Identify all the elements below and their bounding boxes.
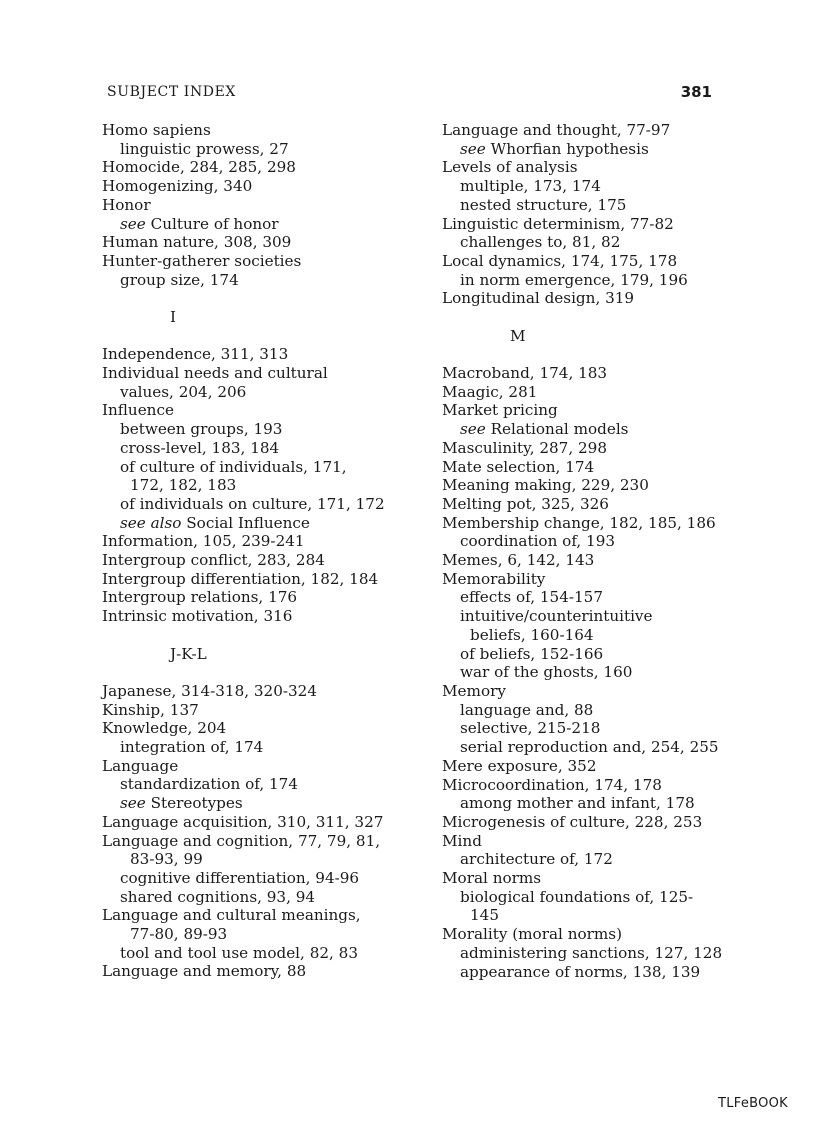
entry-text: Intrinsic motivation, 316 <box>102 607 293 626</box>
index-subentry <box>442 588 752 607</box>
index-subentry <box>442 420 752 439</box>
page-number: 381 <box>680 83 712 101</box>
see-reference-label: see <box>460 420 486 439</box>
index-entry <box>102 121 422 140</box>
entry-text: multiple, 173, 174 <box>460 177 601 196</box>
entry-text: of individuals on culture, 171, 172 <box>120 494 385 513</box>
section-letter-heading: M <box>510 327 526 346</box>
entry-text: Stereotypes <box>150 794 243 813</box>
index-subentry <box>102 476 422 495</box>
entry-text: Language and cognition, 77, 79, 81, <box>102 831 381 850</box>
index-subentry <box>442 719 752 738</box>
index-entry <box>102 832 422 851</box>
index-entry <box>442 458 752 477</box>
entry-text: Intergroup differentiation, 182, 184 <box>102 569 379 588</box>
index-subentry <box>102 738 422 757</box>
entry-text: cognitive differentiation, 94-96 <box>120 868 360 887</box>
see-reference-label: see also <box>120 513 182 532</box>
see-reference-label: see <box>120 214 146 233</box>
entry-text: war of the ghosts, 160 <box>460 663 633 682</box>
index-entry <box>102 906 422 925</box>
see-reference-label: see <box>460 139 486 158</box>
entry-text: of culture of individuals, 171, <box>120 457 347 476</box>
entry-text: values, 204, 206 <box>120 382 247 401</box>
entry-text: biological foundations of, 125- <box>460 887 694 906</box>
index-entry <box>102 233 422 252</box>
entry-text: Macroband, 174, 183 <box>442 364 608 383</box>
entry-text: Homo sapiens <box>102 121 211 139</box>
entry-text: Local dynamics, 174, 175, 178 <box>442 251 678 270</box>
index-subentry <box>102 271 422 290</box>
index-subentry <box>102 215 422 234</box>
index-entry <box>102 962 422 981</box>
entry-text: Language and memory, 88 <box>102 962 307 981</box>
index-entry <box>102 607 422 626</box>
index-subentry <box>442 663 752 682</box>
index-entry <box>102 570 422 589</box>
entry-text: Individual needs and cultural <box>102 364 328 383</box>
index-entry <box>442 757 752 776</box>
section-letter-heading: I <box>170 308 176 327</box>
entry-text: Memory <box>442 681 506 700</box>
index-entry <box>442 289 752 308</box>
index-entry <box>102 588 422 607</box>
entry-text: of beliefs, 152-166 <box>460 644 604 663</box>
entry-text: Microcoordination, 174, 178 <box>442 775 662 794</box>
entry-text: 172, 182, 183 <box>130 476 237 495</box>
entry-text: Whorfian hypothesis <box>490 139 649 158</box>
index-entry <box>442 514 752 533</box>
running-head: SUBJECT INDEX <box>107 84 237 100</box>
index-entry <box>102 401 422 420</box>
index-entry <box>442 813 752 832</box>
entry-text: Melting pot, 325, 326 <box>442 494 609 513</box>
entry-text: Honor <box>102 195 151 214</box>
entry-text: Linguistic determinism, 77-82 <box>442 214 674 233</box>
index-subentry <box>102 775 422 794</box>
entry-text: Language acquisition, 310, 311, 327 <box>102 812 384 831</box>
entry-text: appearance of norms, 138, 139 <box>460 962 701 981</box>
index-entry <box>102 719 422 738</box>
index-entry <box>102 252 422 271</box>
entry-text: Microgenesis of culture, 228, 253 <box>442 812 703 831</box>
entry-text: Hunter-gatherer societies <box>102 251 302 270</box>
watermark: TLFeBOOK <box>717 1096 788 1111</box>
index-subentry <box>102 514 422 533</box>
index-subentry <box>442 888 752 907</box>
index-subentry <box>442 196 752 215</box>
index-subentry <box>442 271 752 290</box>
index-subentry <box>442 850 752 869</box>
index-entry <box>442 832 752 851</box>
index-entry <box>442 495 752 514</box>
entry-text: Homocide, 284, 285, 298 <box>102 158 296 177</box>
entry-text: 145 <box>470 906 499 925</box>
index-subentry <box>102 458 422 477</box>
index-entry <box>442 476 752 495</box>
entry-text: among mother and infant, 178 <box>460 794 695 813</box>
index-entry <box>102 364 422 383</box>
entry-text: 77-80, 89-93 <box>130 925 228 944</box>
index-entry <box>442 383 752 402</box>
index-entry <box>102 158 422 177</box>
entry-text: Mere exposure, 352 <box>442 756 597 775</box>
index-entry <box>442 401 752 420</box>
entry-text: Moral norms <box>442 869 542 888</box>
index-entry <box>442 570 752 589</box>
index-subentry <box>442 233 752 252</box>
entry-text: in norm emergence, 179, 196 <box>460 270 688 289</box>
index-subentry <box>442 963 752 982</box>
index-subentry <box>442 140 752 159</box>
index-subentry <box>442 626 752 645</box>
index-subentry <box>102 925 422 944</box>
entry-text: Memes, 6, 142, 143 <box>442 551 595 570</box>
index-entry <box>102 701 422 720</box>
entry-text: Mate selection, 174 <box>442 457 595 476</box>
entry-text: intuitive/counterintuitive <box>460 607 653 626</box>
index-subentry <box>102 140 422 159</box>
index-entry <box>102 196 422 215</box>
entry-text: Meaning making, 229, 230 <box>442 476 649 495</box>
entry-text: effects of, 154-157 <box>460 588 603 607</box>
entry-text: Membership change, 182, 185, 186 <box>442 513 716 532</box>
index-entry <box>102 532 422 551</box>
index-entry <box>442 364 752 383</box>
entry-text: standardization of, 174 <box>120 775 298 794</box>
entry-text: Levels of analysis <box>442 158 578 177</box>
index-entry <box>442 551 752 570</box>
index-subentry <box>102 794 422 813</box>
entry-text: administering sanctions, 127, 128 <box>460 943 723 962</box>
entry-text: Longitudinal design, 319 <box>442 289 635 308</box>
entry-text: Masculinity, 287, 298 <box>442 438 607 457</box>
entry-text: Homogenizing, 340 <box>102 177 253 196</box>
index-subentry <box>442 701 752 720</box>
entry-text: Maagic, 281 <box>442 382 538 401</box>
index-entry <box>442 215 752 234</box>
entry-text: Japanese, 314-318, 320-324 <box>102 681 317 700</box>
entry-text: Knowledge, 204 <box>102 719 227 738</box>
index-entry <box>442 121 752 140</box>
index-subentry <box>442 738 752 757</box>
entry-text: Intergroup relations, 176 <box>102 588 298 607</box>
entry-text: beliefs, 160-164 <box>470 625 594 644</box>
index-subentry <box>102 888 422 907</box>
index-entry <box>442 925 752 944</box>
entry-text: Kinship, 137 <box>102 700 199 719</box>
see-reference-label: see <box>120 794 146 813</box>
entry-text: nested structure, 175 <box>460 195 627 214</box>
entry-text: challenges to, 81, 82 <box>460 233 621 252</box>
entry-text: Culture of honor <box>150 214 279 233</box>
index-subentry <box>442 607 752 626</box>
entry-text: Information, 105, 239-241 <box>102 532 305 551</box>
index-subentry <box>102 944 422 963</box>
entry-text: Language and cultural meanings, <box>102 906 361 925</box>
index-entry <box>442 158 752 177</box>
entry-text: Influence <box>102 401 174 420</box>
entry-text: serial reproduction and, 254, 255 <box>460 738 719 757</box>
index-subentry <box>442 645 752 664</box>
index-entry <box>102 682 422 701</box>
index-subentry <box>102 420 422 439</box>
entry-text: tool and tool use model, 82, 83 <box>120 943 359 962</box>
index-entry <box>442 776 752 795</box>
entry-text: Language <box>102 756 179 775</box>
entry-text: Intergroup conflict, 283, 284 <box>102 551 325 570</box>
entry-text: Market pricing <box>442 401 558 420</box>
entry-text: Social Influence <box>186 513 310 532</box>
entry-text: integration of, 174 <box>120 737 264 756</box>
entry-text: 83-93, 99 <box>130 850 203 869</box>
index-column-right <box>442 121 752 981</box>
section-letter-heading: J-K-L <box>170 644 207 663</box>
entry-text: group size, 174 <box>120 270 239 289</box>
index-entry <box>442 869 752 888</box>
entry-text: selective, 215-218 <box>460 719 601 738</box>
entry-text: language and, 88 <box>460 700 594 719</box>
index-subentry <box>102 439 422 458</box>
entry-text: Memorability <box>442 569 546 588</box>
index-entry <box>102 177 422 196</box>
index-subentry <box>102 850 422 869</box>
entry-text: Relational models <box>490 420 629 439</box>
index-entry <box>102 813 422 832</box>
entry-text: Independence, 311, 313 <box>102 345 289 364</box>
index-subentry <box>442 794 752 813</box>
index-entry <box>102 757 422 776</box>
entry-text: Mind <box>442 831 482 850</box>
index-column-left <box>102 121 422 981</box>
entry-text: between groups, 193 <box>120 420 283 439</box>
index-subentry <box>442 944 752 963</box>
index-entry <box>442 252 752 271</box>
index-subentry <box>102 495 422 514</box>
index-subentry <box>442 177 752 196</box>
index-subentry <box>442 532 752 551</box>
index-subentry <box>442 906 752 925</box>
entry-text: cross-level, 183, 184 <box>120 438 280 457</box>
entry-text: architecture of, 172 <box>460 850 613 869</box>
index-entry <box>102 345 422 364</box>
entry-text: linguistic prowess, 27 <box>120 139 289 158</box>
index-subentry <box>102 383 422 402</box>
entry-text: shared cognitions, 93, 94 <box>120 887 316 906</box>
index-entry <box>442 682 752 701</box>
entry-text: Human nature, 308, 309 <box>102 233 292 252</box>
index-entry <box>442 439 752 458</box>
index-subentry <box>102 869 422 888</box>
entry-text: Morality (moral norms) <box>442 925 623 944</box>
entry-text: Language and thought, 77-97 <box>442 121 671 139</box>
index-entry <box>102 551 422 570</box>
entry-text: coordination of, 193 <box>460 532 616 551</box>
